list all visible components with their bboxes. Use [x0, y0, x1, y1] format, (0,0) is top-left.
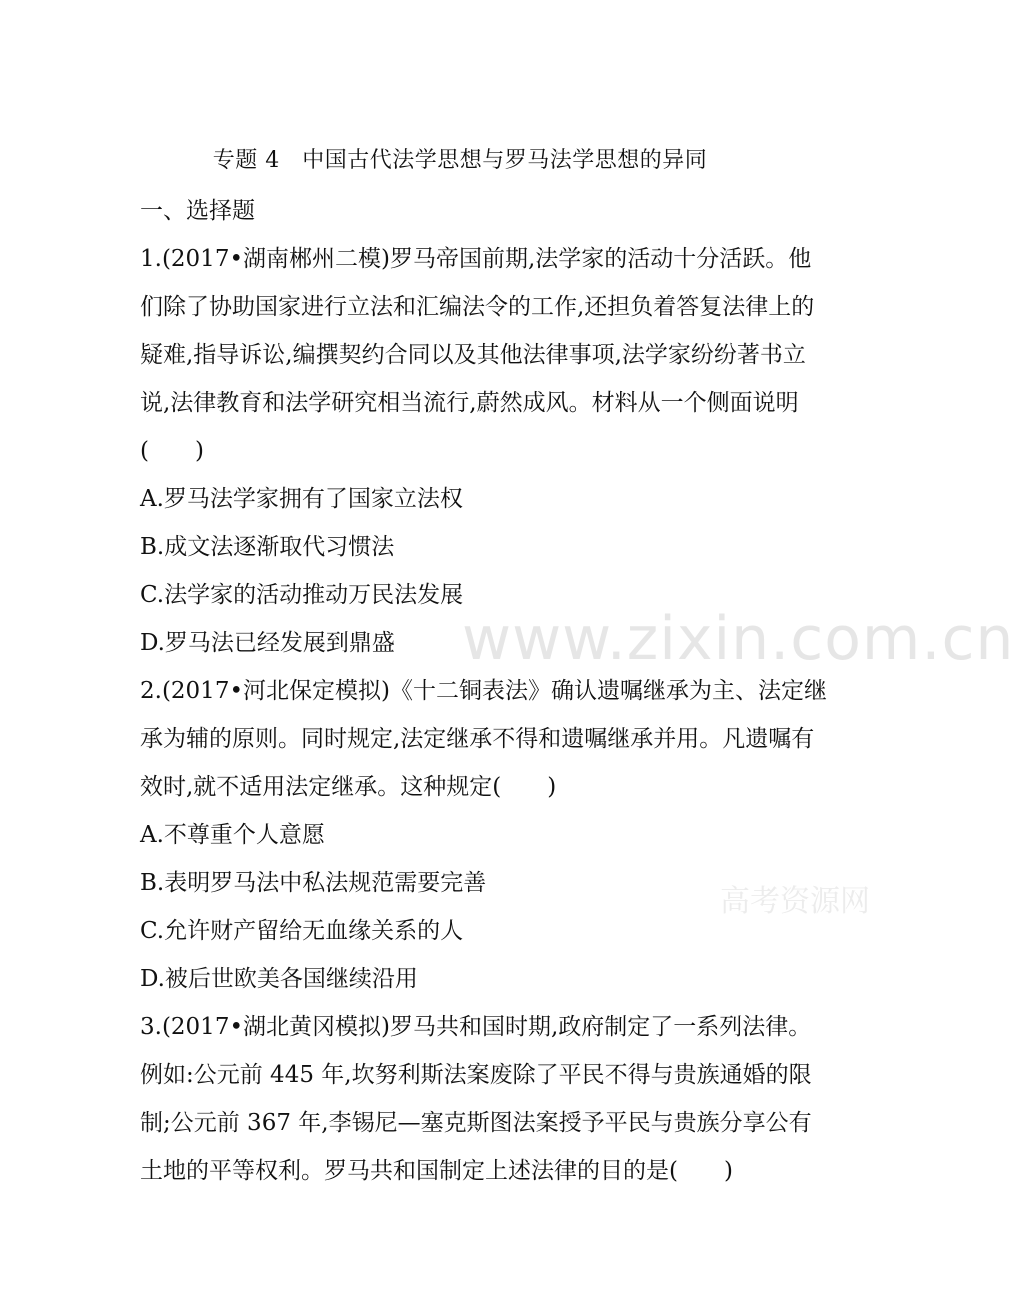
question-1-line-2: 们除了协助国家进行立法和汇编法令的工作,还担负着答复法律上的 [140, 294, 815, 320]
question-1-line-4: 说,法律教育和法学研究相当流行,蔚然成风。材料从一个侧面说明 [140, 390, 799, 416]
question-2-option-d: D.被后世欧美各国继续沿用 [140, 966, 418, 992]
question-3-line-2: 例如:公元前 445 年,坎努利斯法案废除了平民不得与贵族通婚的限 [140, 1062, 812, 1088]
question-3-line-1: 3.(2017•湖北黄冈模拟)罗马共和国时期,政府制定了一系列法律。 [140, 1014, 812, 1040]
question-2-line-3: 效时,就不适用法定继承。这种规定( ) [140, 774, 557, 800]
question-1-line-5: ( ) [140, 438, 204, 464]
question-1-option-c: C.法学家的活动推动万民法发展 [140, 582, 464, 608]
question-1-line-1: 1.(2017•湖南郴州二模)罗马帝国前期,法学家的活动十分活跃。他 [140, 246, 812, 272]
question-1-option-a: A.罗马法学家拥有了国家立法权 [140, 486, 463, 512]
question-1-line-3: 疑难,指导诉讼,编撰契约合同以及其他法律事项,法学家纷纷著书立 [140, 342, 806, 368]
question-1-option-b: B.成文法逐渐取代习惯法 [140, 534, 395, 560]
question-2-option-c: C.允许财产留给无血缘关系的人 [140, 918, 464, 944]
watermark-sub: 高考资源网 [720, 884, 870, 919]
question-1-option-d: D.罗马法已经发展到鼎盛 [140, 630, 395, 656]
question-2-option-b: B.表明罗马法中私法规范需要完善 [140, 870, 487, 896]
question-3-line-3: 制;公元前 367 年,李锡尼—塞克斯图法案授予平民与贵族分享公有 [140, 1110, 812, 1136]
page-title: 专题 4 中国古代法学思想与罗马法学思想的异同 [212, 148, 708, 173]
section-heading: 一、选择题 [140, 198, 255, 224]
watermark: www.zixin.com.cn [462, 604, 1014, 674]
question-2-line-2: 承为辅的原则。同时规定,法定继承不得和遗嘱继承并用。凡遗嘱有 [140, 726, 815, 752]
question-3-line-4: 土地的平等权利。罗马共和国制定上述法律的目的是( ) [140, 1158, 733, 1184]
question-2-line-1: 2.(2017•河北保定模拟)《十二铜表法》确认遗嘱继承为主、法定继 [140, 678, 827, 704]
question-2-option-a: A.不尊重个人意愿 [140, 822, 325, 848]
